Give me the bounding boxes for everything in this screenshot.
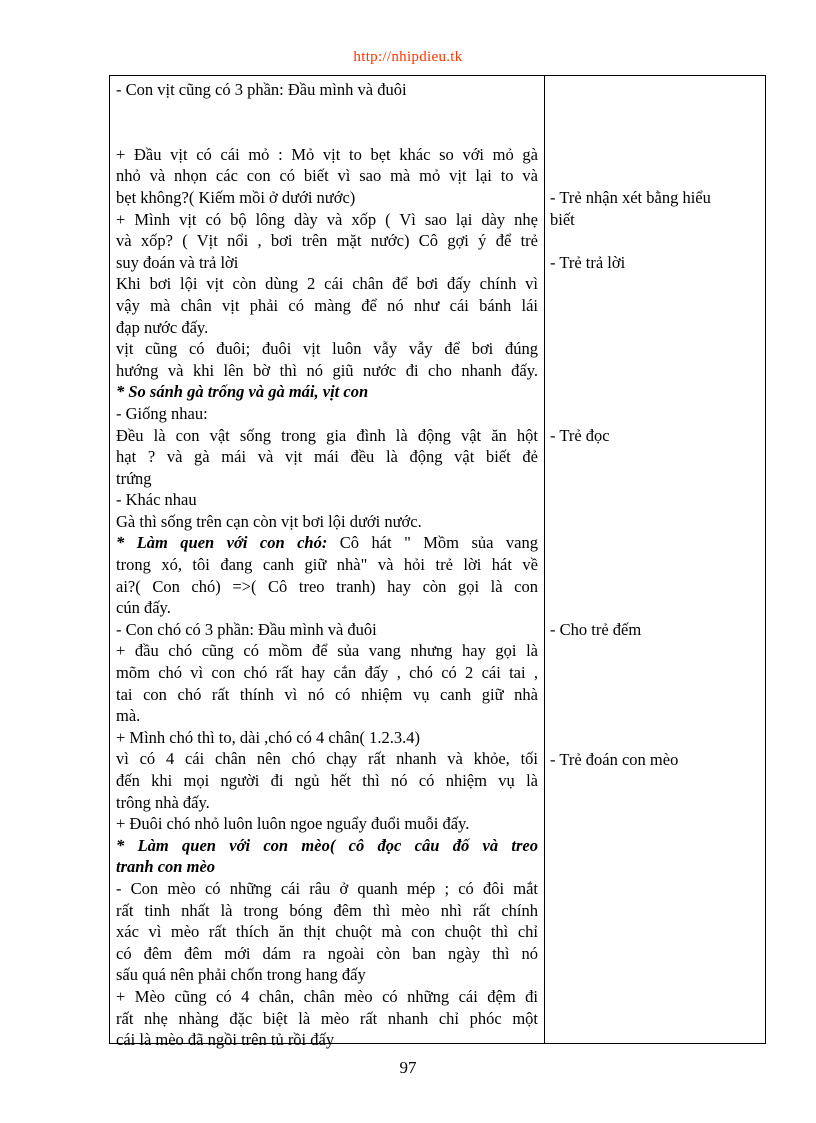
- child-activity-item: - Trẻ đọc: [550, 425, 610, 445]
- text-line: có đêm đêm mới dám ra ngoài còn ban ngày thì nó: [116, 943, 538, 963]
- child-activity-item: - Trẻ đoán con mèo: [550, 749, 679, 769]
- text-line: đạp nước đấy.: [116, 317, 209, 337]
- text-line: cái là mèo đã ngồi trên tủ rồi đấy: [116, 1030, 335, 1050]
- text-line: + đầu chó cũng có mồm để sủa vang nhưng hay gọi là: [116, 641, 538, 661]
- text-line: Gà thì sống trên cạn còn vịt bơi lội dưới nước.: [116, 511, 422, 531]
- text-line: và xốp? ( Vịt nổi , bơi trên mặt nước) Cô gợi ý để trẻ: [116, 231, 538, 251]
- column-divider: [544, 76, 545, 1043]
- text-line: rất tinh nhất là trong bóng đêm thì mèo nhì rất chính: [116, 900, 538, 920]
- text-line: vậy mà chân vịt phải có màng để nó như cái bánh lái: [116, 295, 538, 315]
- child-activity-item: - Trẻ trả lời: [550, 252, 626, 272]
- text-line: * Làm quen với con mèo( cô đọc câu đố và treo: [116, 835, 538, 855]
- text-line: - Khác nhau: [116, 490, 197, 510]
- text-line: * So sánh gà trống và gà mái, vịt con: [116, 382, 369, 402]
- text-line: đến khi mọi người đi ngủ hết thì nó có nhiệm vụ là: [116, 771, 538, 790]
- text-line: nhỏ và nhọn các con có biết vì sao mà mỏ vịt lại to và: [116, 166, 538, 186]
- text-line: + Mình chó thì to, dài ,chó có 4 chân( 1.2.3.4): [116, 727, 420, 747]
- text-line: Đều là con vật sống trong gia đình là động vật ăn hột: [116, 425, 538, 445]
- text-line: - Con mèo có những cái râu ở quanh mép ; có đôi mắt: [116, 878, 538, 898]
- text-line: + Mình vịt có bộ lông dày và xốp ( Vì sao lại dày nhẹ: [116, 209, 538, 229]
- text-line: + Đuôi chó nhỏ luôn luôn ngoe nguẩy đuổi muỗi đấy.: [116, 814, 470, 834]
- text-line: trong xó, tôi đang canh giữ nhà" và hỏi trẻ lời hát về: [116, 555, 538, 575]
- text-line: [116, 122, 538, 144]
- text-line: trông nhà đấy.: [116, 792, 210, 812]
- text-line: tranh con mèo: [116, 857, 216, 877]
- text-line: sấu quá nên phải chốn trong hang đấy: [116, 965, 366, 985]
- text-line: - Con vịt cũng có 3 phần: Đầu mình và đuôi: [116, 80, 407, 99]
- text-line: bẹt không?( Kiếm mồi ở dưới nước): [116, 187, 356, 207]
- text-line: hướng và khi lên bờ thì nó giũ nước đi cho nhanh đấy.: [116, 360, 538, 380]
- text-line: [116, 101, 538, 123]
- text-line: ai?( Con chó) =>( Cô treo tranh) hay còn gọi là con: [116, 576, 538, 596]
- text-line: vịt cũng có đuôi; đuôi vịt luôn vẫy vẫy để bơi đúng: [116, 339, 538, 359]
- text-line: + Mèo cũng có 4 chân, chân mèo có những cái đệm đi: [116, 986, 538, 1006]
- text-line: suy đoán và trả lời: [116, 252, 239, 272]
- text-line: mõm chó vì con chó rất hay cắn đấy , chó có 2 cái tai ,: [116, 663, 538, 683]
- text-line: vì có 4 cái chân nên chó chạy rất nhanh và khỏe, tối: [116, 749, 538, 769]
- text-line: cún đấy.: [116, 598, 171, 618]
- child-activity-item: - Trẻ nhận xét bằng hiểu: [550, 188, 711, 207]
- page-number: 97: [399, 1058, 417, 1077]
- child-activity-item: biết: [550, 209, 575, 229]
- text-line: trứng: [116, 468, 152, 488]
- text-line: hạt ? và gà mái và vịt mái đều là động vật biết đẻ: [116, 447, 538, 467]
- header-link[interactable]: http://nhipdieu.tk: [353, 49, 463, 65]
- text-line: + Đầu vịt có cái mỏ : Mỏ vịt to bẹt khác so với mỏ gà: [116, 144, 538, 164]
- text-line: mà.: [116, 706, 141, 726]
- text-line: - Con chó có 3 phần: Đầu mình và đuôi: [116, 619, 377, 639]
- text-line: * Làm quen với con chó: Cô hát " Mồm sủa vang: [116, 533, 538, 553]
- teacher-activities-column: [116, 79, 538, 1051]
- child-activity-item: - Cho trẻ đếm: [550, 620, 642, 639]
- text-line: - Giống nhau:: [116, 403, 208, 423]
- text-line: xác vì mèo rất thích ăn thịt chuột mà con chuột thì chỉ: [116, 922, 538, 942]
- text-line: Khi bơi lội vịt còn dùng 2 cái chân để bơi đấy chính vì: [116, 274, 538, 294]
- text-line: rất nhẹ nhàng đặc biệt là mèo rất nhanh chỉ phóc một: [116, 1008, 538, 1028]
- lesson-table: [109, 75, 766, 1050]
- text-line: tai con chó rất thính vì nó có nhiệm vụ canh giữ nhà: [116, 684, 538, 704]
